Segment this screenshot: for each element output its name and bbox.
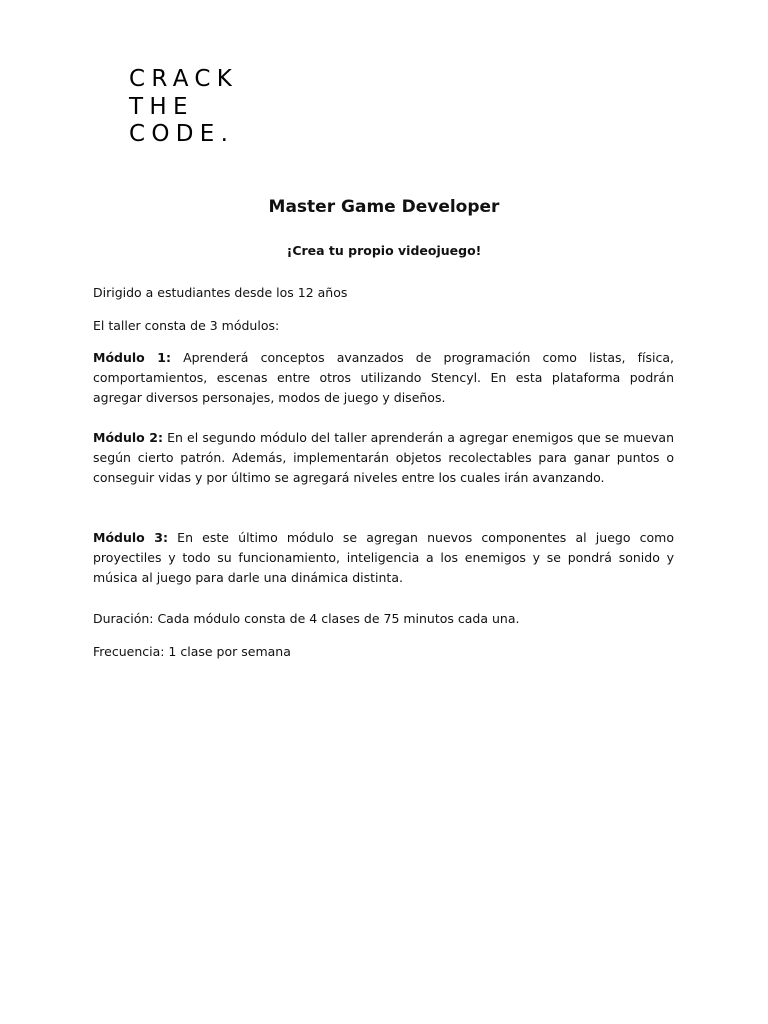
module-3-text: En este último módulo se agregan nuevos componentes al juego como proyectiles y todo su funcionamiento, inteligencia a los enemigos y se pondrá sonido y música al juego para darle una dinámica distinta. [93, 530, 674, 585]
intro-text: El taller consta de 3 módulos: [93, 318, 280, 333]
duration-text: Duración: Cada módulo consta de 4 clases de 75 minutos cada una. [93, 611, 520, 626]
audience-text: Dirigido a estudiantes desde los 12 años [93, 285, 348, 300]
module-1-paragraph [93, 348, 674, 408]
logo-line-2: THE [129, 93, 194, 120]
module-2-text: En el segundo módulo del taller aprenderán a agregar enemigos que se muevan según cierto patrón. Además, implementarán objetos recolectables para ganar puntos o conseguir vidas y por último se agregará niveles entre los cuales irán avanzando. [93, 430, 675, 485]
document-title: Master Game Developer [268, 197, 500, 217]
logo-line-3: CODE. [129, 121, 235, 147]
module-2-label: Módulo 2: [93, 430, 163, 445]
logo-line-1: CRACK [129, 66, 239, 92]
module-3-paragraph [93, 528, 674, 588]
module-1-text: Aprenderá conceptos avanzados de programación como listas, física, comportamientos, escenas entre otros utilizando Stencyl. En esta plataforma podrán agregar diversos personajes, modos de juego y diseños. [93, 350, 675, 405]
document-subtitle: ¡Crea tu propio videojuego! [286, 243, 482, 258]
module-1-label: Módulo 1: [93, 350, 171, 365]
crack-the-code-logo [129, 66, 238, 149]
frequency-text: Frecuencia: 1 clase por semana [93, 644, 291, 659]
module-2-paragraph [93, 428, 674, 488]
module-3-label: Módulo 3: [93, 530, 168, 545]
